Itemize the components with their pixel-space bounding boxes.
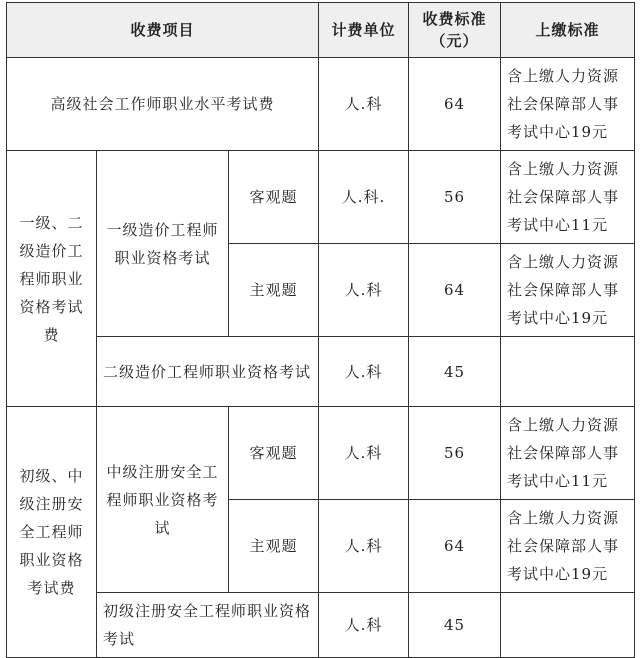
safety-junior-item: 初级注册安全工程师职业资格考试 [97,593,319,658]
cost-level2-item: 二级造价工程师职业资格考试 [97,337,319,407]
senior-social-item: 高级社会工作师职业水平考试费 [7,58,319,151]
table-row [7,407,635,500]
senior-social-unit: 人.科 [319,58,409,151]
table-row [7,337,635,407]
safety-subjective-unit: 人.科 [319,500,409,593]
cost-level2-remit [501,337,635,407]
table-row [7,151,635,244]
safety-group-label: 初级、中级注册安全工程师职业资格考试费 [7,407,97,658]
cost-objective-unit: 人.科. [319,151,409,244]
cost-subjective-remit: 含上缴人力资源社会保障部人事考试中心19元 [501,244,635,337]
safety-objective-type: 客观题 [229,407,319,500]
table-row [7,593,635,658]
header-unit: 计费单位 [319,3,409,58]
cost-subjective-fee: 64 [409,244,501,337]
cost-level2-unit: 人.科 [319,337,409,407]
senior-social-remit: 含上缴人力资源社会保障部人事考试中心19元 [501,58,635,151]
safety-objective-fee: 56 [409,407,501,500]
table-header-row [7,3,635,58]
safety-subjective-remit: 含上缴人力资源社会保障部人事考试中心19元 [501,500,635,593]
cost-objective-remit: 含上缴人力资源社会保障部人事考试中心11元 [501,151,635,244]
safety-intermediate-item: 中级注册安全工程师职业资格考试 [97,407,229,593]
cost-objective-fee: 56 [409,151,501,244]
safety-subjective-type: 主观题 [229,500,319,593]
cost-objective-type: 客观题 [229,151,319,244]
senior-social-fee: 64 [409,58,501,151]
header-standard: 收费标准（元） [409,3,501,58]
header-remit: 上缴标准 [501,3,635,58]
fee-table [6,2,635,658]
safety-subjective-fee: 64 [409,500,501,593]
cost-subjective-unit: 人.科 [319,244,409,337]
safety-junior-remit [501,593,635,658]
safety-junior-fee: 45 [409,593,501,658]
cost-level2-fee: 45 [409,337,501,407]
safety-objective-unit: 人.科 [319,407,409,500]
cost-level1-item: 一级造价工程师职业资格考试 [97,151,229,337]
table-row [7,58,635,151]
safety-junior-unit: 人.科 [319,593,409,658]
safety-objective-remit: 含上缴人力资源社会保障部人事考试中心11元 [501,407,635,500]
header-item: 收费项目 [7,3,319,58]
cost-subjective-type: 主观题 [229,244,319,337]
cost-group-label: 一级、二级造价工程师职业资格考试费 [7,151,97,407]
